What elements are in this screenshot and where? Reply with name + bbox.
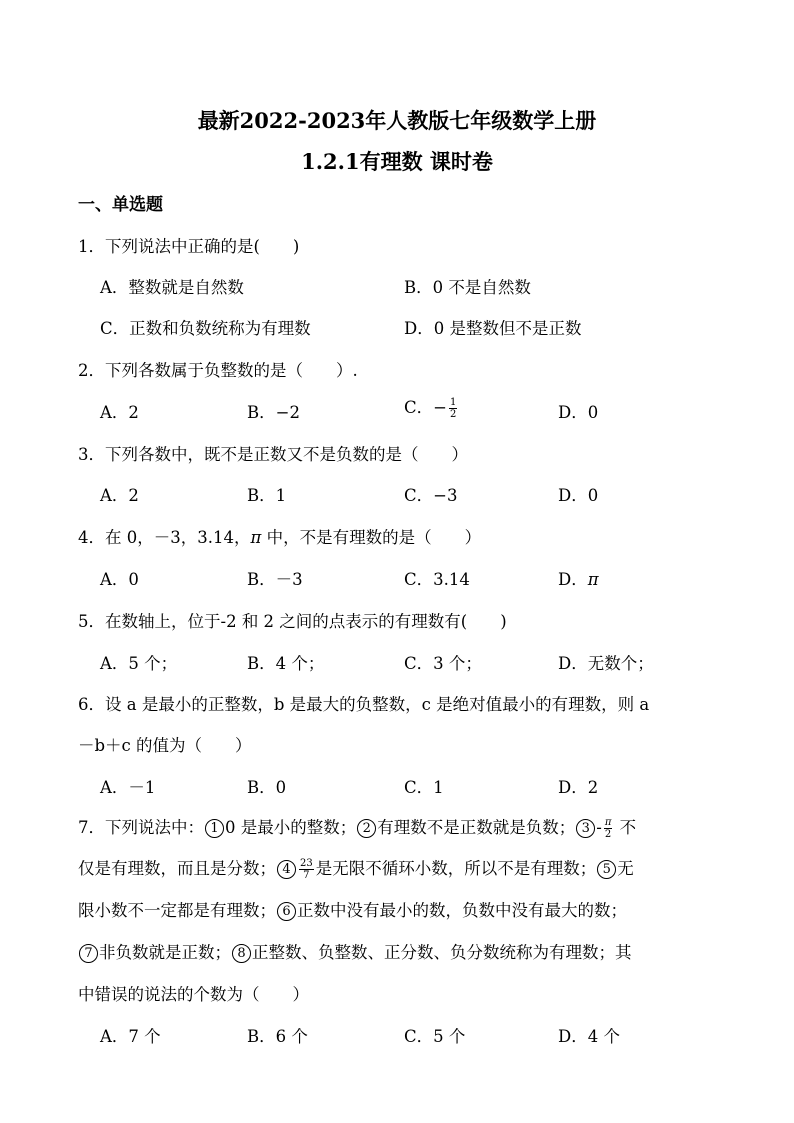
circled-number: 3: [576, 819, 595, 838]
page-title: 最新2022-2023年人教版七年级数学上册: [197, 108, 597, 133]
fraction-denominator: 2: [604, 829, 612, 840]
circled-number: 1: [205, 819, 224, 838]
question-7-text: 仅是有理数，而且是分数；: [78, 859, 276, 878]
question-7-text: 无: [617, 859, 634, 878]
question-1-option-b: B．0 不是自然数: [404, 278, 531, 297]
question-4-option-b: B．－3: [247, 570, 303, 589]
pi-symbol: π: [250, 528, 262, 547]
fraction: [449, 397, 457, 420]
question-1-stem: 1．下列说法中正确的是( ): [78, 237, 300, 256]
question-6-stem-line-2: －b＋c 的值为（ ）: [78, 736, 252, 755]
question-2-option-c: [404, 394, 459, 420]
question-7-text: 正数中没有最小的数，负数中没有最大的数；: [297, 901, 627, 920]
question-7-option-b: B．6 个: [247, 1027, 308, 1046]
question-1-option-a: A．整数就是自然数: [100, 278, 244, 297]
question-4-stem-part: 中，不是有理数的是（ ）: [261, 528, 482, 547]
question-7-stem-line-5: 中错误的说法的个数为（ ）: [78, 985, 309, 1004]
question-7-stem-line-4: [78, 939, 632, 963]
circled-number: 4: [277, 860, 296, 879]
question-7-text: 7．下列说法中：: [78, 818, 204, 837]
question-6-option-d: D．2: [558, 778, 599, 797]
question-7-option-a: A．7 个: [100, 1027, 161, 1046]
question-6-option-b: B．0: [247, 778, 287, 797]
question-4-stem-part: 4．在 0，－3，3.14，: [78, 528, 251, 547]
fraction-numerator: π: [604, 817, 612, 828]
question-5-option-b: B．4 个；: [247, 654, 325, 673]
question-1-option-c: C．正数和负数统称为有理数: [100, 319, 311, 338]
circled-number: 7: [79, 944, 98, 963]
question-7-stem-line-2: [78, 855, 634, 881]
question-7-text: 正整数、负整数、正分数、负分数统称为有理数；其: [252, 943, 632, 962]
fraction-numerator: 1: [449, 397, 457, 408]
fraction: [299, 858, 314, 881]
question-7-text: 非负数就是正数；: [99, 943, 231, 962]
question-7-stem-line-3: [78, 897, 627, 921]
question-3-option-b: B．1: [247, 486, 287, 505]
question-2-option-b: B．−2: [247, 403, 300, 422]
question-7-text: 不: [614, 818, 637, 837]
fraction-numerator: 23: [300, 858, 313, 869]
circled-number: 5: [597, 860, 616, 879]
question-7-text: -: [596, 818, 602, 837]
question-7-option-d: D．4 个: [558, 1027, 620, 1046]
question-2-option-a: A．2: [100, 403, 139, 422]
question-6-option-a: A．－1: [100, 778, 156, 797]
question-5-option-a: A．5 个；: [100, 654, 178, 673]
fraction-denominator: 2: [449, 409, 457, 420]
question-7-option-c: C．5 个: [404, 1027, 466, 1046]
question-3-option-a: A．2: [100, 486, 139, 505]
question-7-text: 是无限不循环小数，所以不是有理数；: [315, 859, 597, 878]
question-4-option-c: C．3.14: [404, 570, 470, 589]
question-3-option-d: D．0: [558, 486, 599, 505]
question-4-option-a: A．0: [100, 570, 139, 589]
question-2-option-c-prefix: C．−: [404, 398, 447, 417]
circled-number: 8: [232, 944, 251, 963]
question-3-stem: 3．下列各数中，既不是正数又不是负数的是（ ）: [78, 445, 468, 464]
question-4-stem: [78, 524, 481, 548]
question-6-option-c: C．1: [404, 778, 444, 797]
fraction-denominator: 7: [303, 870, 310, 881]
question-2-option-d: D．0: [558, 403, 599, 422]
fraction: [604, 817, 613, 840]
question-4-option-d: [558, 566, 599, 590]
pi-symbol: π: [587, 570, 599, 589]
question-7-stem-line-1: [78, 814, 636, 840]
question-2-stem: 2．下列各数属于负整数的是（ ）.: [78, 361, 358, 380]
question-5-stem: 5．在数轴上，位于-2 和 2 之间的点表示的有理数有( ): [78, 612, 507, 631]
question-7-text: 限小数不一定都是有理数；: [78, 901, 276, 920]
circled-number: 6: [277, 902, 296, 921]
question-7-text: 有理数不是正数就是负数；: [377, 818, 576, 837]
question-6-stem-line-1: 6．设 a 是最小的正整数，b 是最大的负整数，c 是绝对值最小的有理数，则 a: [78, 695, 650, 714]
question-1-option-d: D．0 是整数但不是正数: [404, 319, 582, 338]
question-5-option-d: D．无数个；: [558, 654, 654, 673]
question-3-option-c: C．−3: [404, 486, 458, 505]
question-7-text: 0 是最小的整数；: [225, 818, 357, 837]
question-4-option-d-prefix: D．: [558, 570, 588, 589]
question-5-option-c: C．3 个；: [404, 654, 482, 673]
circled-number: 2: [357, 819, 376, 838]
section-heading: 一、单选题: [78, 195, 163, 215]
page-subtitle: 1.2.1有理数 课时卷: [301, 149, 493, 174]
